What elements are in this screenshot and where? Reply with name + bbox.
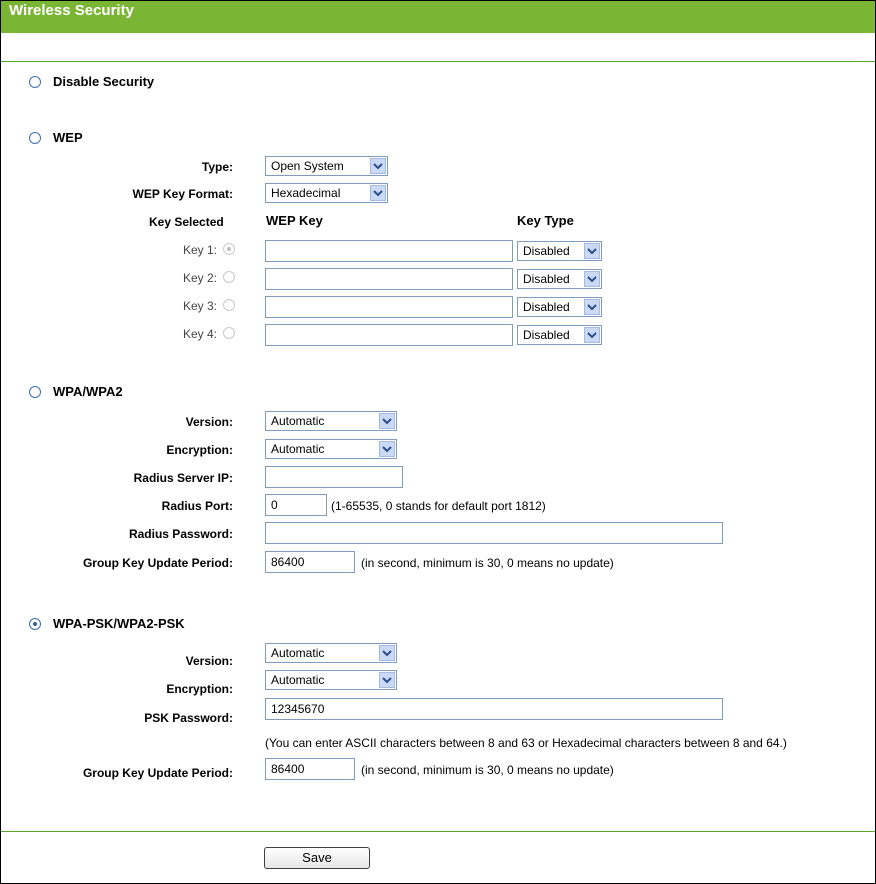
wpa-encryption-value: Automatic	[271, 442, 325, 456]
wep-type-value: Open System	[271, 159, 344, 173]
wep-key3-type-select[interactable]	[517, 297, 602, 317]
wpa-version-select[interactable]	[265, 411, 397, 431]
wep-key4-radio[interactable]	[223, 327, 235, 339]
wep-title: WEP	[53, 130, 83, 145]
radius-password-input[interactable]	[265, 522, 723, 544]
divider-bottom	[1, 831, 875, 832]
radius-port-input[interactable]: 0	[265, 494, 327, 516]
radius-password-label: Radius Password:	[128, 527, 233, 541]
chevron-down-icon	[379, 441, 395, 457]
wep-key1-input[interactable]	[265, 240, 513, 262]
wep-col-selected: Key Selected	[149, 215, 224, 229]
wpa-group-key-label: Group Key Update Period:	[82, 556, 233, 570]
wep-key2-input[interactable]	[265, 268, 513, 290]
wep-key1-type-value: Disabled	[523, 244, 570, 258]
divider-top	[1, 61, 875, 62]
wep-col-type: Key Type	[517, 213, 574, 228]
wep-key2-radio[interactable]	[223, 271, 235, 283]
wep-key2-type-select[interactable]	[517, 269, 602, 289]
disable-security-radio[interactable]	[29, 76, 41, 88]
wpa-version-value: Automatic	[271, 414, 325, 428]
wep-col-key: WEP Key	[266, 213, 323, 228]
psk-password-label: PSK Password:	[144, 711, 233, 725]
wep-key1-radio[interactable]	[223, 243, 235, 255]
chevron-down-icon	[379, 672, 395, 688]
wpa-group-key-hint: (in second, minimum is 30, 0 means no update)	[361, 556, 614, 570]
chevron-down-icon	[584, 299, 600, 315]
wep-key3-radio[interactable]	[223, 299, 235, 311]
wep-key1-label: Key 1:	[182, 243, 217, 257]
save-button[interactable]: Save	[264, 847, 370, 869]
chevron-down-icon	[584, 327, 600, 343]
wep-format-select[interactable]	[265, 183, 388, 203]
radius-port-label: Radius Port:	[161, 499, 233, 513]
wep-key3-type-value: Disabled	[523, 300, 570, 314]
psk-password-input[interactable]: 12345670	[265, 698, 723, 720]
wep-radio[interactable]	[29, 132, 41, 144]
chevron-down-icon	[584, 243, 600, 259]
wep-format-value: Hexadecimal	[271, 186, 341, 200]
psk-group-key-input[interactable]: 86400	[265, 758, 355, 780]
wep-key3-input[interactable]	[265, 296, 513, 318]
wep-key4-type-value: Disabled	[523, 328, 570, 342]
psk-encryption-select[interactable]	[265, 670, 397, 690]
psk-version-label: Version:	[185, 654, 233, 668]
disable-security-label: Disable Security	[53, 74, 155, 89]
psk-password-hint: (You can enter ASCII characters between 8 and 63 or Hexadecimal characters between 8 and 64.)	[265, 736, 787, 750]
radius-ip-label: Radius Server IP:	[133, 471, 233, 485]
wep-key3-label: Key 3:	[182, 299, 217, 313]
wep-type-select[interactable]	[265, 156, 388, 176]
wpa-radio[interactable]	[29, 386, 41, 398]
wpa-version-label: Version:	[185, 415, 233, 429]
chevron-down-icon	[370, 185, 386, 201]
psk-title: WPA-PSK/WPA2-PSK	[53, 616, 185, 631]
chevron-down-icon	[379, 413, 395, 429]
page-title: Wireless Security	[1, 1, 875, 33]
radius-port-hint: (1-65535, 0 stands for default port 1812)	[331, 499, 546, 513]
radio-dot	[33, 622, 37, 626]
wpa-encryption-select[interactable]	[265, 439, 397, 459]
radio-dot	[227, 247, 231, 251]
psk-radio[interactable]	[29, 618, 41, 630]
wep-key4-type-select[interactable]	[517, 325, 602, 345]
psk-version-value: Automatic	[271, 646, 325, 660]
psk-encryption-label: Encryption:	[166, 682, 233, 696]
wep-key1-type-select[interactable]	[517, 241, 602, 261]
chevron-down-icon	[379, 645, 395, 661]
chevron-down-icon	[584, 271, 600, 287]
wep-type-label: Type:	[201, 160, 233, 174]
wpa-title: WPA/WPA2	[53, 384, 123, 399]
psk-group-key-hint: (in second, minimum is 30, 0 means no update)	[361, 763, 614, 777]
psk-group-key-label: Group Key Update Period:	[82, 766, 233, 780]
wep-key2-type-value: Disabled	[523, 272, 570, 286]
psk-version-select[interactable]	[265, 643, 397, 663]
chevron-down-icon	[370, 158, 386, 174]
wep-format-label: WEP Key Format:	[132, 187, 233, 201]
wep-key4-label: Key 4:	[182, 327, 217, 341]
wep-key4-input[interactable]	[265, 324, 513, 346]
wpa-group-key-input[interactable]: 86400	[265, 551, 355, 573]
radius-ip-input[interactable]	[265, 466, 403, 488]
psk-encryption-value: Automatic	[271, 673, 325, 687]
wpa-encryption-label: Encryption:	[166, 443, 233, 457]
wep-key2-label: Key 2:	[182, 271, 217, 285]
